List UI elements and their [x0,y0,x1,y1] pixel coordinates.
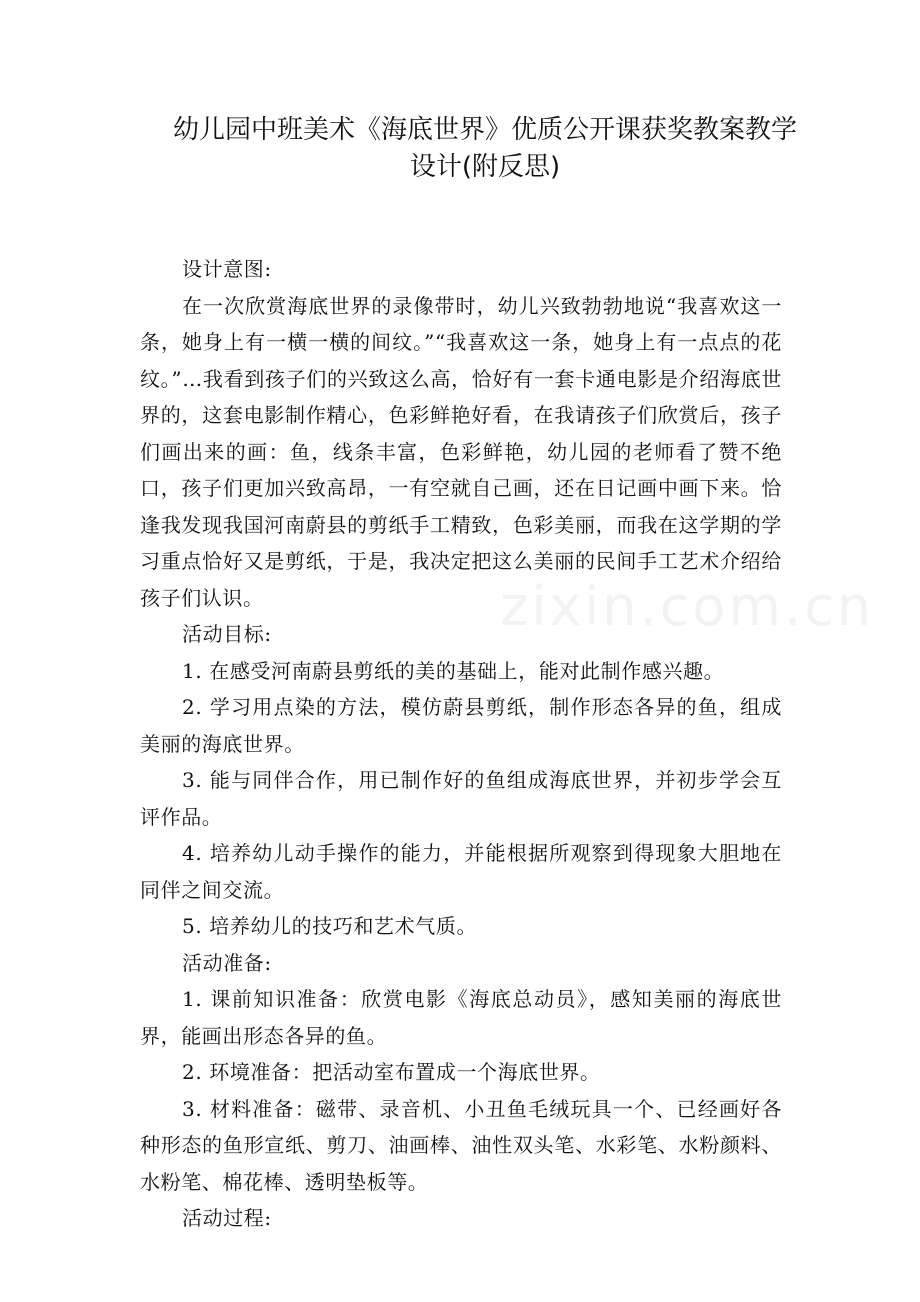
preparation-item-3: 3. 材料准备：磁带、录音机、小丑鱼毛绒玩具一个、已经画好各种形态的鱼形宣纸、剪刀、油画棒、油性双头笔、水彩笔、水粉颜料、水粉笔、棉花棒、透明垫板等。 [140,1096,782,1194]
title-line-2: 设计(附反思) [409,152,561,182]
document-title [140,112,830,186]
heading-activity-preparation: 活动准备: [182,950,272,975]
goal-item-4: 4. 培养幼儿动手操作的能力，并能根据所观察到得现象大胆地在同伴之间交流。 [140,841,782,902]
heading-design-intent: 设计意图: [182,257,272,281]
goal-item-5: 5. 培养幼儿的技巧和艺术气质。 [182,914,478,938]
watermark: zixin.com.cn [500,575,875,638]
preparation-item-2: 2. 环境准备：把活动室布置成一个海底世界。 [182,1060,601,1084]
goal-item-2: 2. 学习用点染的方法，模仿蔚县剪纸，制作形态各异的鱼，组成美丽的海底世界。 [140,695,782,756]
title-line-1: 幼儿园中班美术《海底世界》优质公开课获奖教案教学 [172,115,797,145]
goal-item-3: 3. 能与同伴合作，用已制作好的鱼组成海底世界，并初步学会互评作品。 [140,768,782,829]
goal-item-1: 1. 在感受河南蔚县剪纸的美的基础上，能对此制作感兴趣。 [182,658,725,683]
heading-activity-goals: 活动目标: [182,622,272,646]
preparation-item-1: 1. 课前知识准备：欣赏电影《海底总动员》，感知美丽的海底世界，能画出形态各异的鱼。 [140,987,782,1048]
document-body [140,251,782,1237]
heading-activity-process: 活动过程: [182,1206,272,1230]
paragraph-design-intent: 在一次欣赏海底世界的录像带时，幼儿兴致勃勃地说“我喜欢这一条，她身上有一横一横的间纹。”“我喜欢这一条，她身上有一点点的花纹。”…我看到孩子们的兴致这么高，恰好有一套卡通电影是介绍海底世界的，这套电影制作精心，色彩鲜艳好看，在我请孩子们欣赏后，孩子们画出来的画：鱼，线条丰富，色彩鲜艳，幼儿园的老师看了赞不绝口，孩子们更加兴致高昂，一有空就自己画，还在日记画中画下来。恰逢我发现我国河南蔚县的剪纸手工精致，色彩美丽，而我在这学期的学习重点恰好又是剪纸，于是，我决定把这么美丽的民间手工艺术介绍给孩子们认识。 [140,293,782,610]
